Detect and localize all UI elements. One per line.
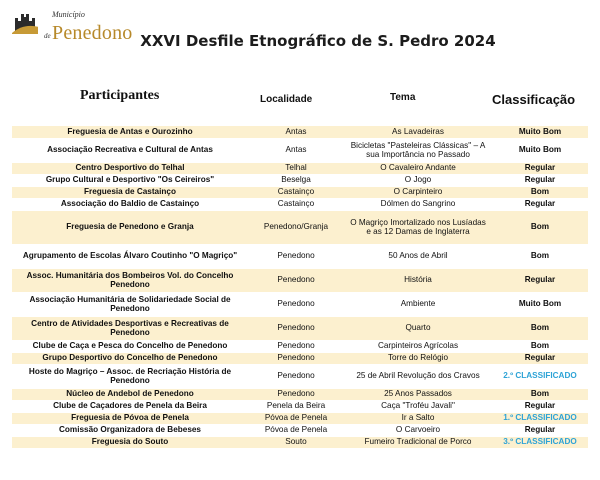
participante-cell: Agrupamento de Escolas Álvaro Coutinho "O Magriço" (12, 244, 248, 268)
header-classificacao: Classificação (492, 92, 576, 107)
logo-name: Penedono (52, 22, 133, 44)
tema-cell: 25 Anos Passados (344, 388, 492, 400)
participante-cell: Centro de Atividades Desportivas e Recreativas de Penedono (12, 316, 248, 340)
table-row (12, 364, 588, 388)
tema-cell: Caça "Troféu Javali" (344, 400, 492, 412)
participante-cell: Freguesia de Antas e Ourozinho (12, 126, 248, 138)
localidade-cell: Telhal (248, 162, 344, 174)
localidade-cell: Penedono (248, 268, 344, 292)
classificacao-cell: Bom (492, 316, 588, 340)
classificacao-cell: Muito Bom (492, 126, 588, 138)
classificacao-cell: Bom (492, 340, 588, 352)
classificacao-cell: 3.º CLASSIFICADO (492, 436, 588, 448)
localidade-cell: Penedono (248, 352, 344, 364)
participante-cell: Freguesia de Póvoa de Penela (12, 412, 248, 424)
table-row (12, 244, 588, 268)
participante-cell: Associação do Baldio de Castainço (12, 198, 248, 210)
participante-cell: Hoste do Magriço – Assoc. de Recriação História de Penedono (12, 364, 248, 388)
table-row (12, 210, 588, 244)
table-row (12, 412, 588, 424)
table-row (12, 268, 588, 292)
tema-cell: Dólmen do Sangrino (344, 198, 492, 210)
participante-cell: Núcleo de Andebol de Penedono (12, 388, 248, 400)
localidade-cell: Penedono (248, 340, 344, 352)
logo-de-text: de (44, 32, 51, 40)
tema-cell: Quarto (344, 316, 492, 340)
classificacao-cell: Regular (492, 352, 588, 364)
participante-cell: Associação Humanitária de Solidariedade Social de Penedono (12, 292, 248, 316)
logo-municipio-text: Município (52, 10, 85, 19)
castle-icon (12, 8, 38, 34)
table-row (12, 126, 588, 138)
participante-cell: Assoc. Humanitária dos Bombeiros Vol. do Concelho Penedono (12, 268, 248, 292)
table-row (12, 352, 588, 364)
participante-cell: Clube de Caçadores de Penela da Beira (12, 400, 248, 412)
classificacao-cell: Regular (492, 400, 588, 412)
localidade-cell: Antas (248, 138, 344, 162)
classificacao-cell: Bom (492, 244, 588, 268)
results-table (12, 126, 588, 449)
table-row (12, 424, 588, 436)
participante-cell: Freguesia de Castainço (12, 186, 248, 198)
tema-cell: Bicicletas "Pasteleiras Clássicas" – A sua Importância no Passado (344, 138, 492, 162)
tema-cell: O Carvoeiro (344, 424, 492, 436)
localidade-cell: Castainço (248, 198, 344, 210)
tema-cell: As Lavadeiras (344, 126, 492, 138)
classificacao-cell: Bom (492, 210, 588, 244)
table-row (12, 138, 588, 162)
classificacao-cell: Muito Bom (492, 138, 588, 162)
tema-cell: 25 de Abril Revolução dos Cravos (344, 364, 492, 388)
classificacao-cell: Muito Bom (492, 292, 588, 316)
table-row (12, 186, 588, 198)
tema-cell: História (344, 268, 492, 292)
tema-cell: Torre do Relógio (344, 352, 492, 364)
localidade-cell: Póvoa de Penela (248, 424, 344, 436)
localidade-cell: Penedono (248, 364, 344, 388)
localidade-cell: Castainço (248, 186, 344, 198)
localidade-cell: Souto (248, 436, 344, 448)
tema-cell: O Jogo (344, 174, 492, 186)
table-row (12, 198, 588, 210)
tema-cell: O Cavaleiro Andante (344, 162, 492, 174)
table-row (12, 436, 588, 448)
classificacao-cell: 1.º CLASSIFICADO (492, 412, 588, 424)
localidade-cell: Antas (248, 126, 344, 138)
page-title: XXVI Desfile Etnográfico de S. Pedro 2024 (140, 32, 496, 50)
participante-cell: Grupo Cultural e Desportivo "Os Ceireiros" (12, 174, 248, 186)
table-row (12, 316, 588, 340)
tema-cell: Fumeiro Tradicional de Porco (344, 436, 492, 448)
table-row (12, 400, 588, 412)
participante-cell: Clube de Caça e Pesca do Concelho de Penedono (12, 340, 248, 352)
participante-cell: Grupo Desportivo do Concelho de Penedono (12, 352, 248, 364)
localidade-cell: Penedono (248, 316, 344, 340)
localidade-cell: Beselga (248, 174, 344, 186)
localidade-cell: Penedono (248, 292, 344, 316)
participante-cell: Freguesia de Penedono e Granja (12, 210, 248, 244)
participante-cell: Centro Desportivo do Telhal (12, 162, 248, 174)
localidade-cell: Penela da Beira (248, 400, 344, 412)
classificacao-cell: Regular (492, 268, 588, 292)
tema-cell: Ambiente (344, 292, 492, 316)
table-row (12, 162, 588, 174)
classificacao-cell: Regular (492, 162, 588, 174)
classificacao-cell: Regular (492, 198, 588, 210)
localidade-cell: Póvoa de Penela (248, 412, 344, 424)
header-localidade: Localidade (260, 94, 313, 105)
header-participantes: Participantes (80, 88, 160, 103)
tema-cell: 50 Anos de Abril (344, 244, 492, 268)
classificacao-cell: 2.º CLASSIFICADO (492, 364, 588, 388)
classificacao-cell: Bom (492, 388, 588, 400)
tema-cell: O Magriço Imortalizado nos Lusíadas e as 12 Damas de Inglaterra (344, 210, 492, 244)
tema-cell: Ir a Salto (344, 412, 492, 424)
classificacao-cell: Regular (492, 174, 588, 186)
participante-cell: Freguesia do Souto (12, 436, 248, 448)
participante-cell: Associação Recreativa e Cultural de Antas (12, 138, 248, 162)
table-row (12, 174, 588, 186)
participante-cell: Comissão Organizadora de Bebeses (12, 424, 248, 436)
localidade-cell: Penedono (248, 388, 344, 400)
tema-cell: Carpinteiros Agrícolas (344, 340, 492, 352)
tema-cell: O Carpinteiro (344, 186, 492, 198)
table-row (12, 340, 588, 352)
table-row (12, 388, 588, 400)
localidade-cell: Penedono (248, 244, 344, 268)
classificacao-cell: Regular (492, 424, 588, 436)
table-row (12, 292, 588, 316)
header-tema: Tema (390, 92, 416, 103)
localidade-cell: Penedono/Granja (248, 210, 344, 244)
classificacao-cell: Bom (492, 186, 588, 198)
